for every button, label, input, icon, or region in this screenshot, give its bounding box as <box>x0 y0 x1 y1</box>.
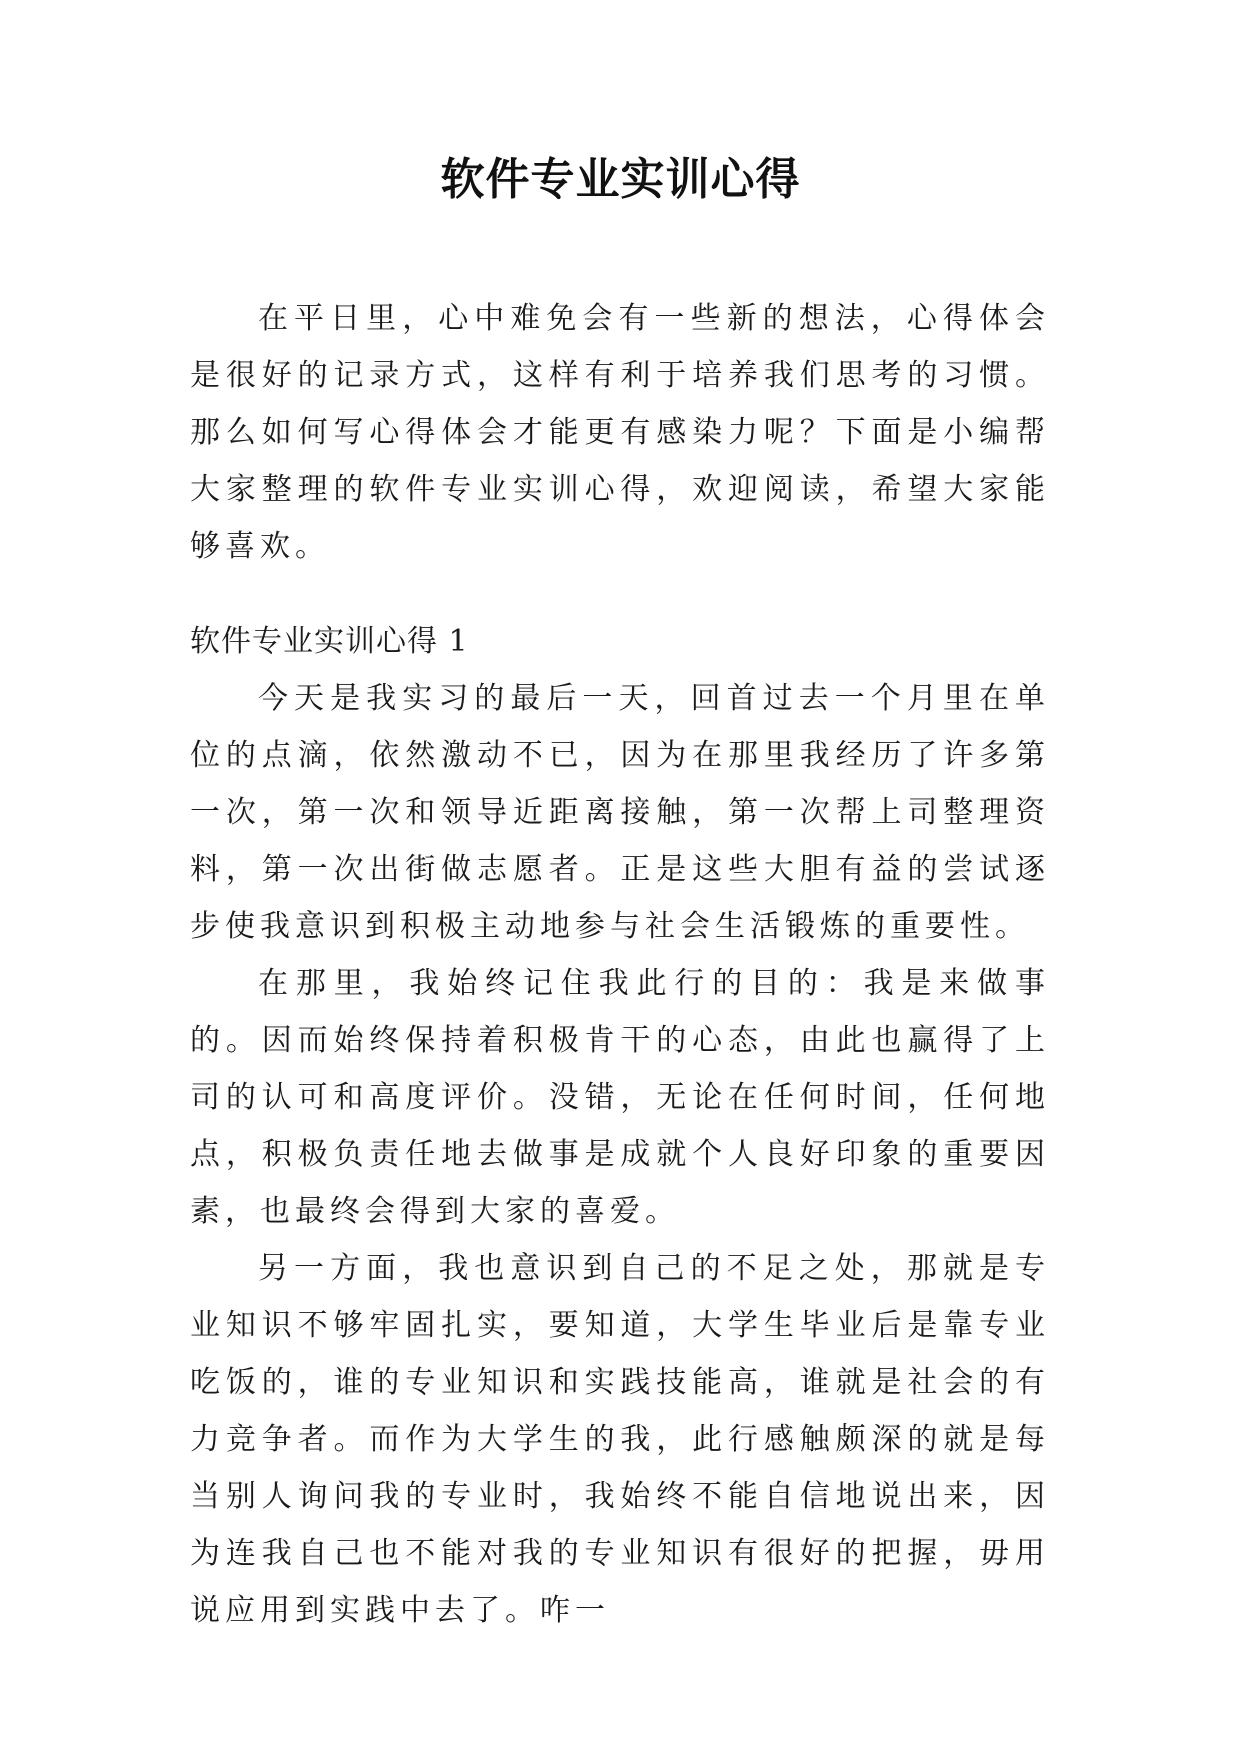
document-title: 软件专业实训心得 <box>440 154 801 205</box>
intro-paragraph: 在平日里，心中难免会有一些新的想法，心得体会是很好的记录方式，这样有利于培养我们思考的习惯。那么如何写心得体会才能更有感染力呢？下面是小编帮大家整理的软件专业实训心得，欢迎阅读，希望大家能够喜欢。 <box>190 301 1050 564</box>
body-paragraph-2: 在那里，我始终记住我此行的目的：我是来做事的。因而始终保持着积极肯干的心态，由此也赢得了上司的认可和高度评价。没错，无论在任何时间，任何地点，积极负责任地去做事是成就个人良好印象的重要因素，也最终会得到大家的喜爱。 <box>190 966 1050 1229</box>
document-body <box>190 290 1050 1639</box>
body-paragraph-3: 另一方面，我也意识到自己的不足之处，那就是专业知识不够牢固扎实，要知道，大学生毕业后是靠专业吃饭的，谁的专业知识和实践技能高，谁就是社会的有力竞争者。而作为大学生的我，此行感触颇深的就是每当别人询问我的专业时，我始终不能自信地说出来，因为连我自己也不能对我的专业知识有很好的把握，毋用说应用到实践中去了。咋一 <box>190 1251 1050 1628</box>
section-heading: 软件专业实训心得 1 <box>190 624 469 659</box>
body-paragraph-1: 今天是我实习的最后一天，回首过去一个月里在单位的点滴，依然激动不已，因为在那里我经历了许多第一次，第一次和领导近距离接触，第一次帮上司整理资料，第一次出街做志愿者。正是这些大胆有益的尝试逐步使我意识到积极主动地参与社会生活锻炼的重要性。 <box>190 681 1050 944</box>
